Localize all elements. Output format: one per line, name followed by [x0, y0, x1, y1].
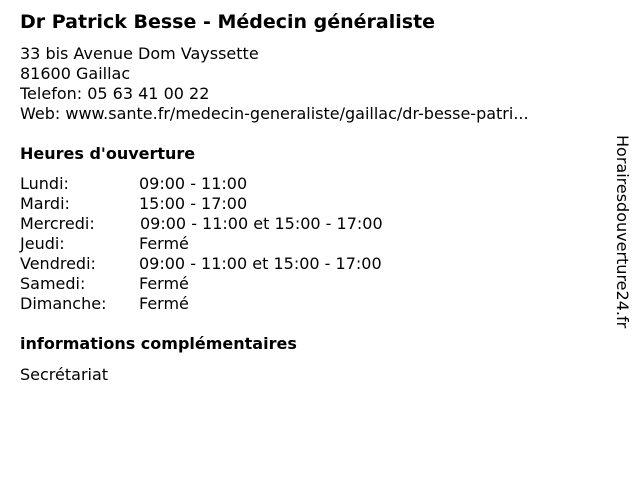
- hours-value: 15:00 - 17:00: [139, 194, 248, 213]
- hours-value: 09:00 - 11:00 et 15:00 - 17:00: [139, 254, 382, 273]
- additional-info-heading: informations complémentaires: [20, 334, 297, 353]
- day-label: Mercredi:: [20, 214, 95, 233]
- day-label: Vendredi:: [20, 254, 96, 273]
- day-label: Samedi:: [20, 274, 86, 293]
- address-city: 81600 Gaillac: [20, 64, 131, 83]
- hours-value: Fermé: [139, 274, 189, 293]
- opening-hours-heading: Heures d'ouverture: [20, 144, 196, 163]
- website-link: Web: www.sante.fr/medecin-generaliste/gaillac/dr-besse-patri...: [20, 104, 529, 123]
- page-title: Dr Patrick Besse - Médecin généraliste: [20, 11, 436, 33]
- phone-number: Telefon: 05 63 41 00 22: [20, 84, 210, 103]
- day-label: Mardi:: [20, 194, 70, 213]
- day-label: Dimanche:: [20, 294, 107, 313]
- additional-info-text: Secrétariat: [20, 365, 109, 384]
- site-watermark: Horairesdouverture24.fr: [613, 135, 632, 329]
- hours-value: Fermé: [139, 294, 189, 313]
- day-label: Lundi:: [20, 174, 69, 193]
- day-label: Jeudi:: [20, 234, 65, 253]
- hours-value: 09:00 - 11:00: [139, 174, 248, 193]
- address-street: 33 bis Avenue Dom Vayssette: [20, 44, 259, 63]
- hours-value: 09:00 - 11:00 et 15:00 - 17:00: [140, 214, 383, 233]
- address-block: [20, 44, 529, 124]
- hours-value: Fermé: [139, 234, 189, 253]
